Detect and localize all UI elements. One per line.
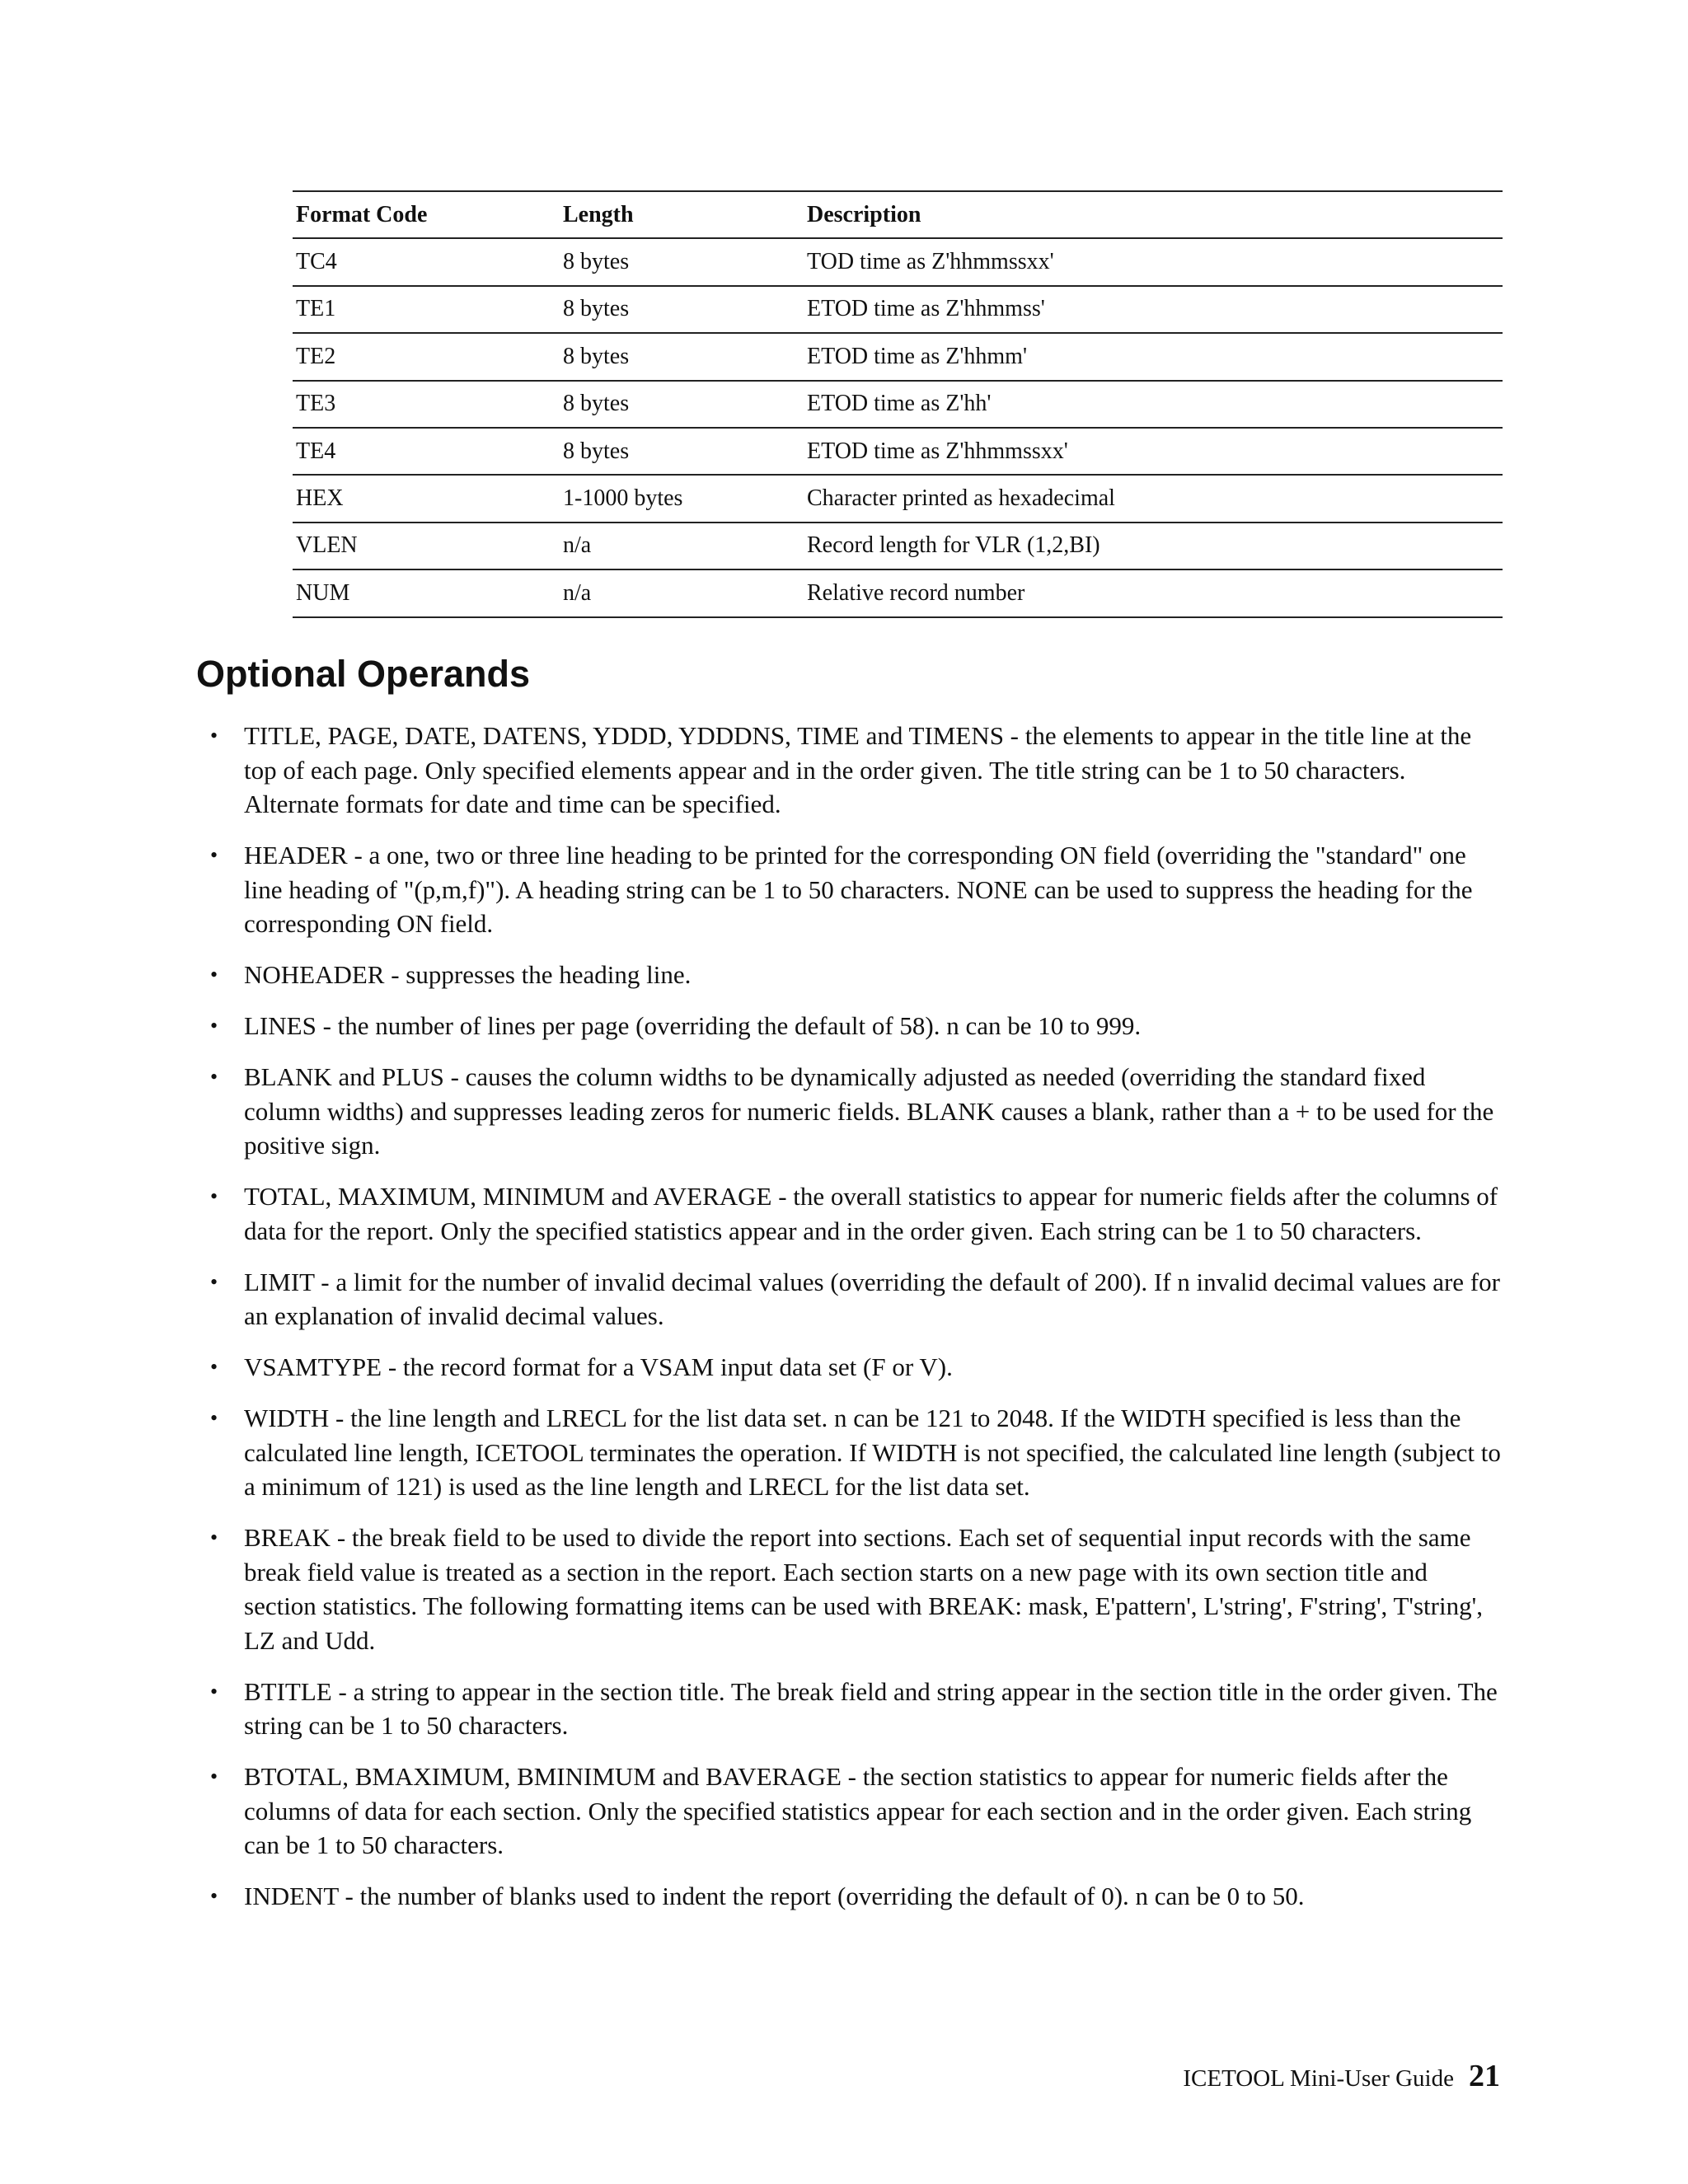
page-number: 21 [1469, 2059, 1500, 2093]
table-row [293, 381, 1503, 428]
list-item-text: HEADER - a one, two or three line heading to be printed for the corresponding ON field (overriding the "standard" one line heading of "(p,m,f)"). A heading string can be 1 to 50 characters. NONE can be used to suppress the heading for the corresponding ON field. [244, 841, 1473, 938]
cell-format-code: TE3 [293, 381, 560, 428]
list-item-text: TOTAL, MAXIMUM, MINIMUM and AVERAGE - the overall statistics to appear for numeric fields after the columns of data for the report. Only the specified statistics appear and in the order given. Each string can be 1 to 50 characters. [244, 1182, 1498, 1245]
list-item [210, 1060, 1505, 1163]
cell-length: 8 bytes [560, 333, 804, 380]
table-row [293, 333, 1503, 380]
list-item-text: TITLE, PAGE, DATE, DATENS, YDDD, YDDDNS, TIME and TIMENS - the elements to appear in the title line at the top of each page. Only specified elements appear and in the order given. The title string can be 1 to 50 characters. Alternate formats for date and time can be specified. [244, 721, 1472, 818]
bullet-icon: • [210, 1355, 218, 1379]
cell-length: 8 bytes [560, 238, 804, 285]
list-item [210, 1179, 1505, 1248]
cell-length: 8 bytes [560, 381, 804, 428]
cell-description: Record length for VLR (1,2,BI) [804, 523, 1503, 569]
list-item-text: BTITLE - a string to appear in the section title. The break field and string appear in the section title in the order given. The string can be 1 to 50 characters. [244, 1676, 1498, 1740]
table-row [293, 475, 1503, 522]
cell-description: ETOD time as Z'hh' [804, 381, 1503, 428]
bullet-icon: • [210, 1014, 218, 1038]
list-item [210, 1879, 1505, 1914]
cell-description: TOD time as Z'hhmmssxx' [804, 238, 1503, 285]
list-item-text: VSAMTYPE - the record format for a VSAM input data set (F or V). [244, 1352, 953, 1381]
table-row [293, 428, 1503, 475]
list-item-text: WIDTH - the line length and LRECL for the list data set. n can be 121 to 2048. If the WIDTH specified is less than the calculated line length, ICETOOL terminates the operation. If WIDTH is not specified, the calculated line length (subject to a minimum of 121) is used as the line length and LRECL for the list data set. [244, 1404, 1501, 1501]
cell-format-code: TE2 [293, 333, 560, 380]
cell-description: Character printed as hexadecimal [804, 475, 1503, 522]
list-item [210, 1350, 1505, 1385]
bullet-icon: • [210, 1884, 218, 1908]
table-body [293, 238, 1503, 616]
footer-title: ICETOOL Mini-User Guide [1183, 2065, 1454, 2092]
list-item-text: LIMIT - a limit for the number of invalid decimal values (overriding the default of 200). If n invalid decimal values are for an explanation of invalid decimal values. [244, 1267, 1500, 1330]
bullet-icon: • [210, 1406, 218, 1430]
list-item [210, 1009, 1505, 1043]
cell-description: ETOD time as Z'hhmmssxx' [804, 428, 1503, 475]
list-item-text: BTOTAL, BMAXIMUM, BMINIMUM and BAVERAGE - the section statistics to appear for numeric fields after the columns of data for each section. Only the specified statistics appear for each section and in the order given. Each string can be 1 to 50 characters. [244, 1762, 1472, 1859]
table-row [293, 238, 1503, 285]
bullet-icon: • [210, 963, 218, 987]
cell-description: ETOD time as Z'hhmmss' [804, 286, 1503, 333]
bullet-icon: • [210, 1765, 218, 1788]
list-item-text: NOHEADER - suppresses the heading line. [244, 960, 692, 989]
cell-format-code: HEX [293, 475, 560, 522]
list-item-text: INDENT - the number of blanks used to indent the report (overriding the default of 0). n can be 0 to 50. [244, 1882, 1305, 1910]
cell-length: n/a [560, 523, 804, 569]
cell-format-code: TE4 [293, 428, 560, 475]
bullet-icon: • [210, 1184, 218, 1208]
cell-length: n/a [560, 569, 804, 616]
bullet-icon: • [210, 1526, 218, 1549]
table-row [293, 523, 1503, 569]
cell-format-code: VLEN [293, 523, 560, 569]
cell-format-code: TE1 [293, 286, 560, 333]
column-header-format-code: Format Code [293, 191, 560, 238]
list-item [210, 719, 1505, 822]
list-item [210, 1760, 1505, 1863]
bullet-icon: • [210, 1269, 218, 1294]
bullet-icon: • [210, 843, 218, 867]
bullet-icon: • [210, 1679, 218, 1704]
table-header-row [293, 191, 1503, 238]
list-item [210, 1265, 1505, 1333]
section-heading: Optional Operands [196, 653, 531, 695]
list-item-text: BREAK - the break field to be used to divide the report into sections. Each set of sequential input records with the same break field value is treated as a section in the report. Each section starts on a new page with its own section title and section statistics. The following formatting items can be used with BREAK: mask, E'pattern', L'string', F'string', T'string', LZ and Udd. [244, 1523, 1483, 1655]
format-code-table [293, 190, 1503, 618]
column-header-length: Length [560, 191, 804, 238]
table-row [293, 286, 1503, 333]
column-header-description: Description [804, 191, 1503, 238]
list-item [210, 1675, 1505, 1743]
cell-length: 1-1000 bytes [560, 475, 804, 522]
list-item [210, 1521, 1505, 1657]
cell-description: ETOD time as Z'hhmm' [804, 333, 1503, 380]
list-item-text: LINES - the number of lines per page (overriding the default of 58). n can be 10 to 999. [244, 1011, 1142, 1040]
list-item [210, 1401, 1505, 1504]
bullet-icon: • [210, 724, 218, 748]
cell-format-code: NUM [293, 569, 560, 616]
table-row [293, 569, 1503, 616]
optional-operands-list [210, 719, 1505, 1930]
cell-description: Relative record number [804, 569, 1503, 616]
cell-length: 8 bytes [560, 286, 804, 333]
cell-format-code: TC4 [293, 238, 560, 285]
cell-length: 8 bytes [560, 428, 804, 475]
bullet-icon: • [210, 1065, 218, 1089]
page-footer [1183, 2059, 1500, 2096]
list-item-text: BLANK and PLUS - causes the column widths to be dynamically adjusted as needed (overriding the standard fixed column widths) and suppresses leading zeros for numeric fields. BLANK causes a blank, rather than a + to be used for the positive sign. [244, 1062, 1494, 1160]
list-item [210, 838, 1505, 941]
list-item [210, 958, 1505, 992]
